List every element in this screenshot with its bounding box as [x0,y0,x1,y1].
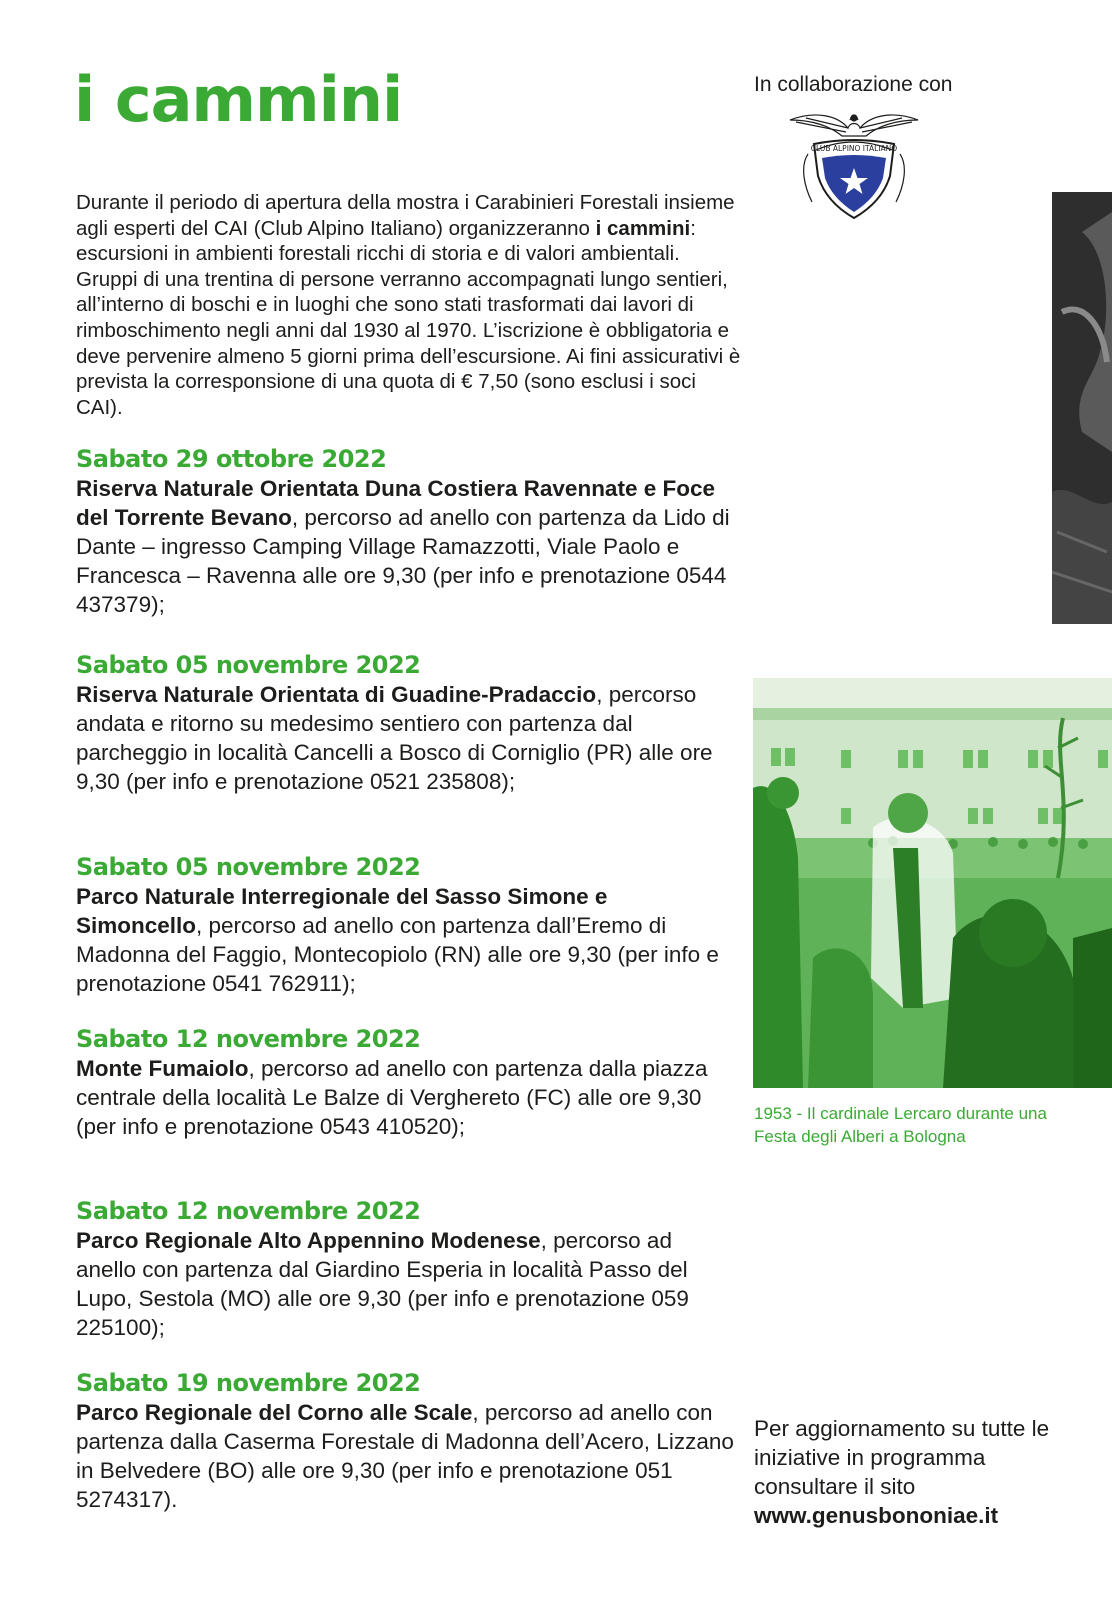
bw-photo [1052,192,1112,624]
event-date: Sabato 29 ottobre 2022 [76,445,387,473]
event-item [76,852,736,998]
event-item [76,1196,736,1342]
update-text: Per aggiornamento su tutte le iniziative in programma consultare il sito [754,1416,1050,1499]
event-date: Sabato 05 novembre 2022 [76,651,421,679]
event-date: Sabato 12 novembre 2022 [76,1197,421,1225]
event-description: Parco Regionale del Corno alle Scale, percorso ad anello con partenza dalla Caserma Forestale di Madonna dell’Acero, Lizzano in Belvedere (BO) alle ore 9,30 (per info e prenotazione 051 5274317). [76,1400,734,1512]
photo-caption: 1953 - Il cardinale Lercaro durante una Festa degli Alberi a Bologna [754,1104,1047,1146]
intro-bold: i cammini [595,216,691,240]
event-date: Sabato 19 novembre 2022 [76,1369,421,1397]
event-date: Sabato 05 novembre 2022 [76,853,421,881]
event-description: Parco Regionale Alto Appennino Modenese, percorso ad anello con partenza dal Giardino Esperia in località Passo del Lupo, Sestola (MO) alle ore 9,30 (per info e prenotazione 059 225100); [76,1228,689,1340]
event-item [76,444,736,619]
event-item [76,1368,736,1514]
intro-paragraph: Durante il periodo di apertura della mostra i Carabinieri Forestali insieme agli esperti del CAI (Club Alpino Italiano) organizzeranno i cammini: escursioni in ambienti forestali ricchi di storia e di valori ambientali. Gruppi di una trentina di persone verranno accompagnati lungo sentieri, all’interno di boschi e in luoghi che sono stati trasformati dai lavori di rimboschimento negli anni dal 1930 al 1970. L’iscrizione è obbligatoria e deve pervenire almeno 5 giorni prima dell’escursione. Ai fini assicurativi è prevista la corresponsione di una quota di € 7,50 (sono esclusi i soci CAI). [76,191,741,419]
eagle-icon [790,115,918,136]
event-item [76,650,736,796]
collaboration-label: In collaborazione con [754,73,953,96]
event-description: Parco Naturale Interregionale del Sasso Simone e Simoncello, percorso ad anello con partenza dall’Eremo di Madonna del Faggio, Montecopiolo (RN) alle ore 9,30 (per info e prenotazione 0541 762911); [76,884,719,996]
cai-logo [786,106,922,222]
update-notice [754,1414,1094,1530]
event-description: Riserva Naturale Orientata di Guadine-Pradaccio, percorso andata e ritorno su medesimo sentiero con partenza dal parcheggio in località Cancelli a Bosco di Corniglio (PR) alle ore 9,30 (per info e prenotazione 0521 235808); [76,682,713,794]
page-title: i cammini [74,63,403,136]
website-link[interactable]: www.genusbononiae.it [754,1503,999,1528]
event-date: Sabato 12 novembre 2022 [76,1025,421,1053]
logo-text: CLUB ALPINO ITALIANO [810,144,898,153]
event-description: Monte Fumaiolo, percorso ad anello con partenza dalla piazza centrale della località Le Balze di Verghereto (FC) alle ore 9,30 (per info e prenotazione 0543 410520); [76,1056,708,1139]
historic-photo [753,678,1112,1088]
event-description: Riserva Naturale Orientata Duna Costiera Ravennate e Foce del Torrente Bevano, percorso ad anello con partenza da Lido di Dante – ingresso Camping Village Ramazzotti, Viale Paolo e Francesca – Ravenna alle ore 9,30 (per info e prenotazione 0544 437379); [76,476,730,617]
event-item [76,1024,736,1141]
